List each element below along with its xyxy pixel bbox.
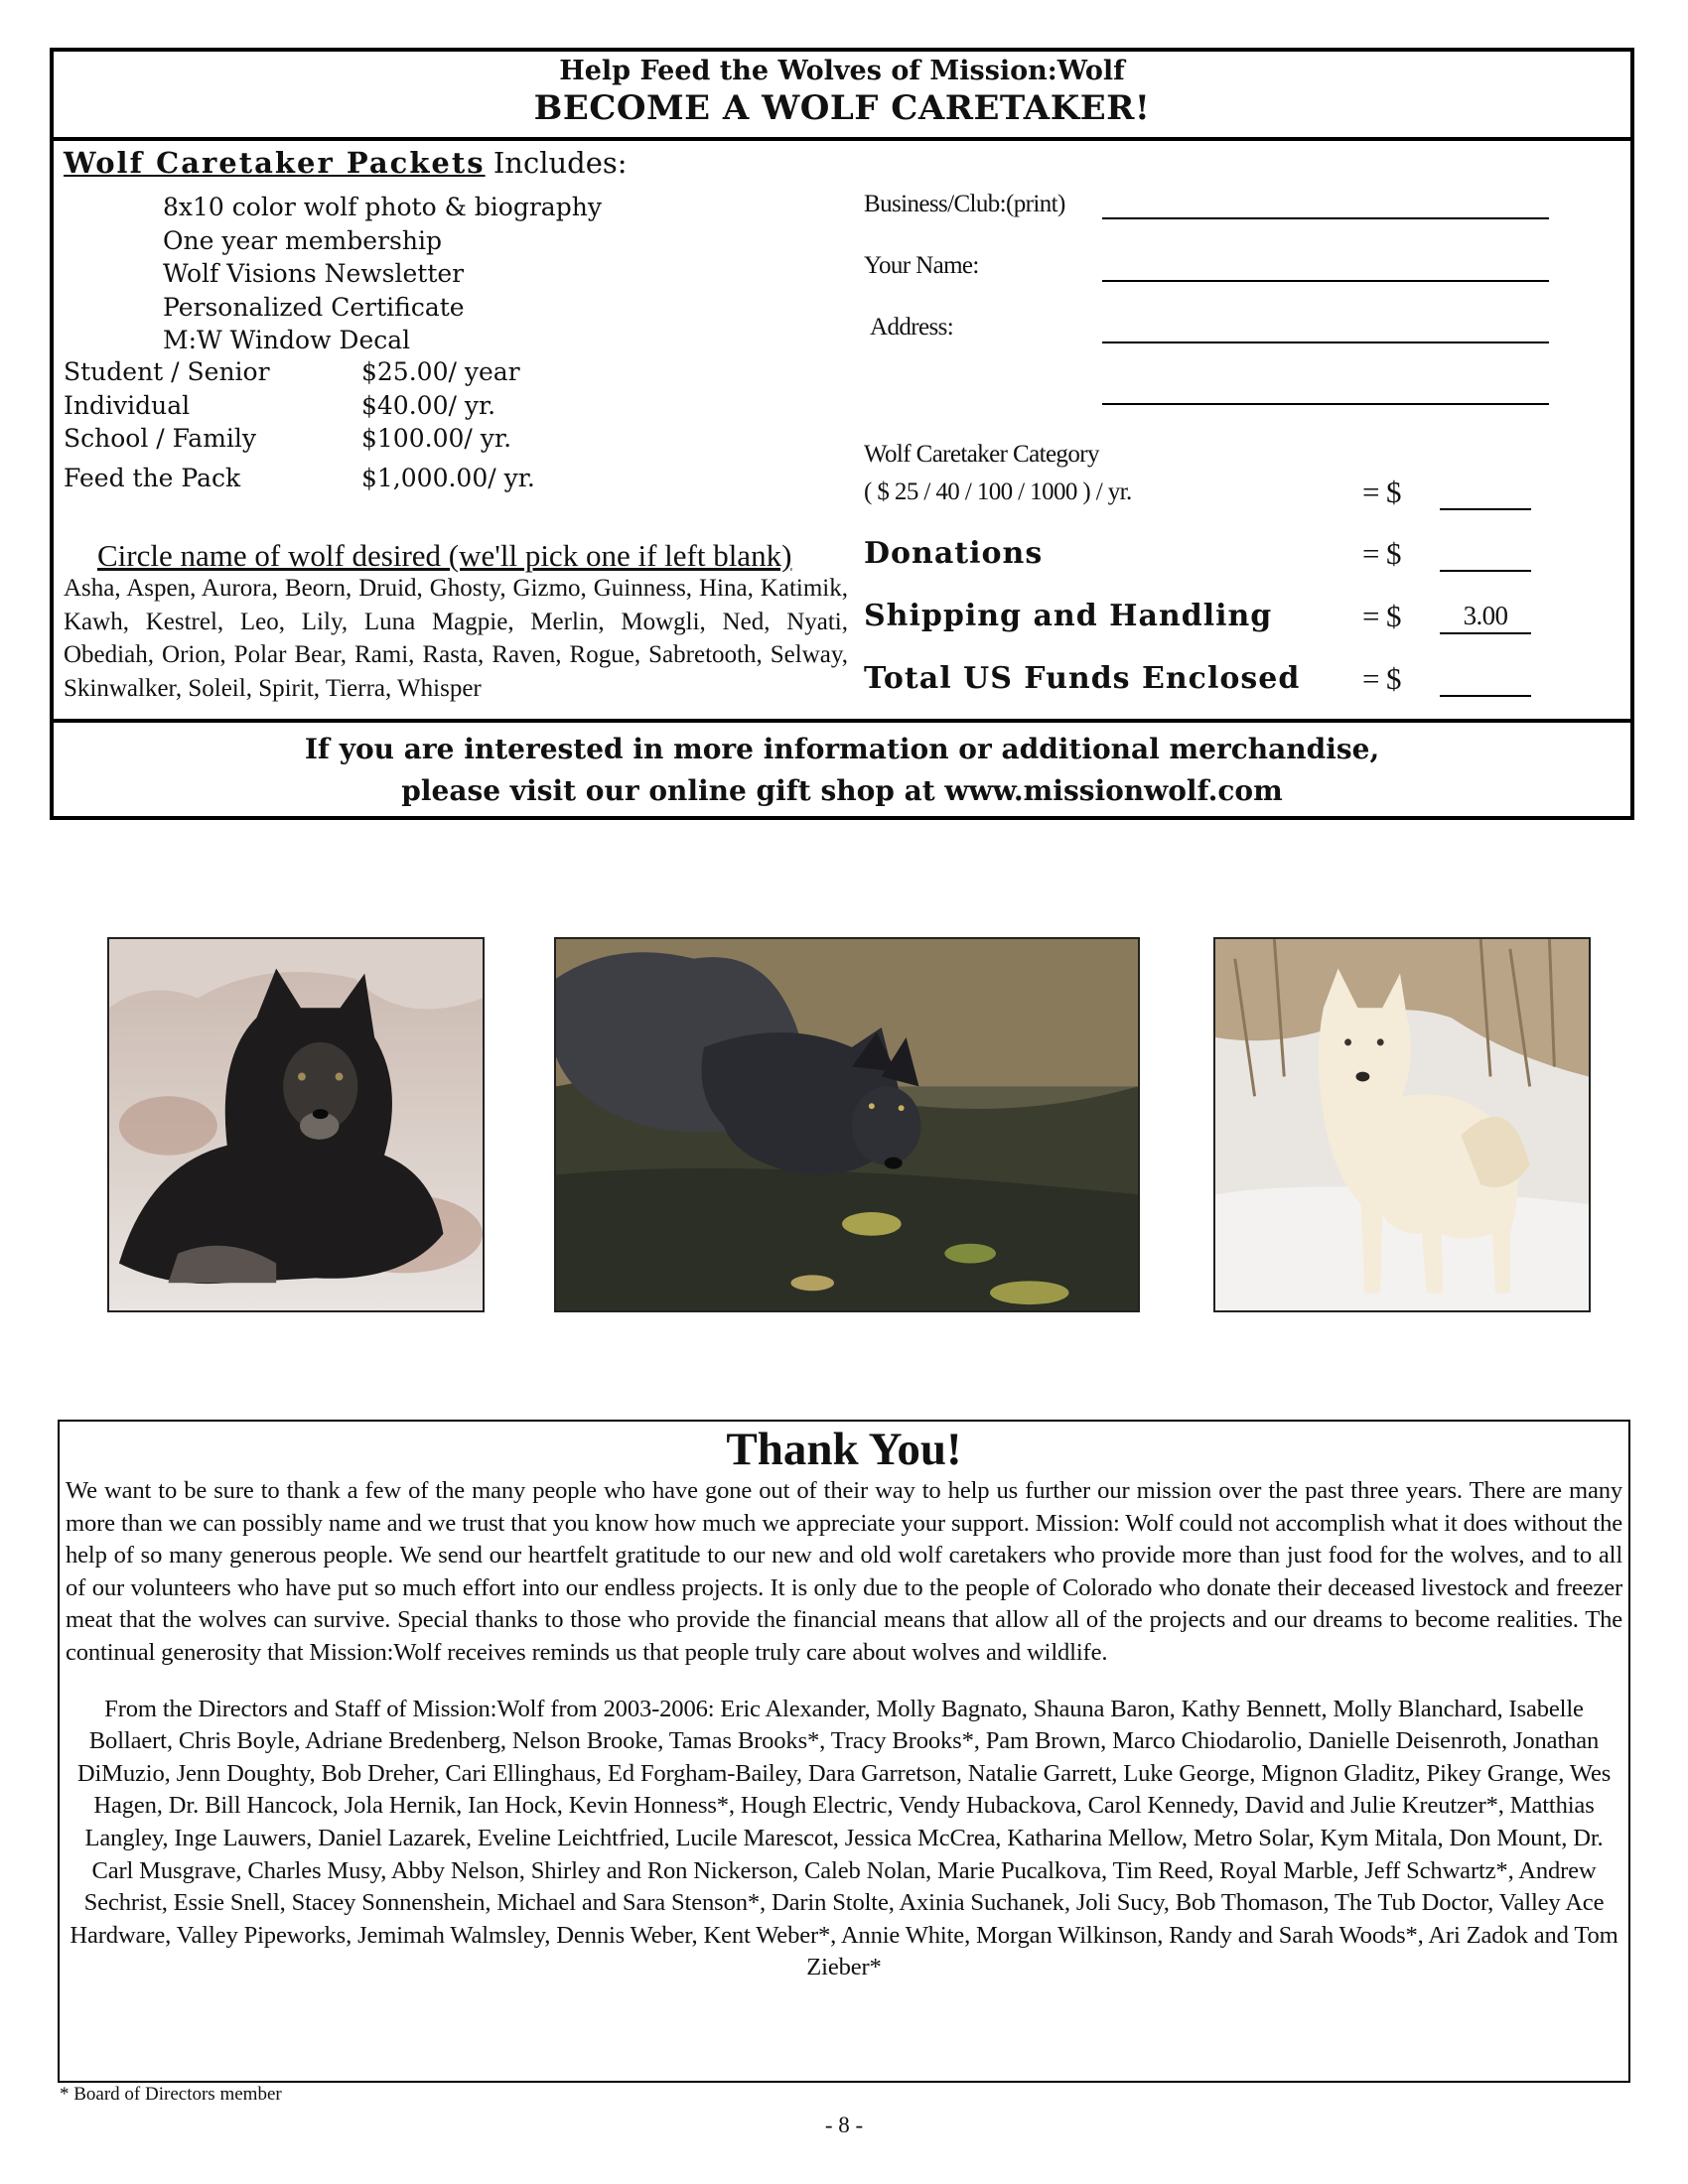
tier-name: Individual (64, 390, 191, 420)
tier-price: $25.00/ year (361, 357, 520, 386)
packet-item: Wolf Visions Newsletter (163, 259, 465, 288)
address-field[interactable] (1102, 341, 1549, 343)
footnote: * Board of Directors member (60, 2084, 282, 2105)
footer-line2: please visit our online gift shop at www.missionwolf.com (401, 774, 1283, 807)
wolf-names-list: Asha, Aspen, Aurora, Beorn, Druid, Ghosty, Gizmo, Guinness, Hina, Katimik, Kawh, Kestrel, Leo, Lily, Luna Magpie, Merlin, Mowgli, Ned, Nyati, Obediah, Orion, Polar Bear, Rami, Rasta, Raven, Rogue, Sabretooth, Selway, Skinwalker, Soleil, Spirit, Tierra, Whisper (64, 575, 848, 702)
circle-wolf-title: Circle name of wolf desired (we'll pick one if left blank) (97, 538, 792, 573)
form-footer (54, 723, 1630, 812)
page-number: - 8 - (824, 2113, 864, 2137)
packets-heading: Wolf Caretaker Packets (64, 146, 486, 180)
name-label: Your Name: (864, 252, 979, 279)
address-field-line2[interactable] (1102, 403, 1549, 405)
donations-label: Donations (864, 536, 1044, 571)
category-options: ( $ 25 / 40 / 100 / 1000 ) / yr. (864, 478, 1132, 505)
tier-price: $1,000.00/ yr. (361, 463, 535, 492)
header-line2: BECOME A WOLF CARETAKER! (533, 88, 1151, 128)
thank-you-title: Thank You! (726, 1424, 962, 1475)
caretaker-order-form (50, 48, 1634, 820)
category-label: Wolf Caretaker Category (864, 441, 1099, 468)
tier-name: Student / Senior (64, 357, 270, 386)
black-wolf-photo (107, 937, 485, 1312)
address-label: Address: (870, 314, 954, 341)
footer-line1: If you are interested in more information or additional merchandise, (304, 733, 1380, 765)
packet-item: M:W Window Decal (163, 326, 411, 354)
total-label: Total US Funds Enclosed (864, 661, 1301, 696)
category-equals: = $ (1362, 475, 1401, 509)
business-field[interactable] (1102, 217, 1549, 219)
total-equals: = $ (1362, 661, 1401, 696)
two-wolves-drinking-photo (554, 937, 1140, 1312)
packet-item: 8x10 color wolf photo & biography (163, 193, 602, 221)
total-amount-field[interactable] (1440, 661, 1531, 697)
donations-amount-field[interactable] (1440, 536, 1531, 572)
header-line1: Help Feed the Wolves of Mission:Wolf (559, 56, 1125, 86)
thank-you-credits: From the Directors and Staff of Mission:Wolf from 2003-2006: Eric Alexander, Molly Bagnato, Shauna Baron, Kathy Bennett, Molly Blanchard, Isabelle Bollaert, Chris Boyle, Adriane Bredenberg, Nelson Brooke, Tamas Brooks*, Tracy Brooks*, Pam Brown, Marco Chiodarolio, Danielle Deisenroth, Jonathan DiMuzio, Jenn Doughty, Bob Dreher, Cari Ellinghaus, Ed Forgham-Bailey, Dara Garretson, Natalie Garrett, Luke George, Mignon Gladitz, Pikey Grange, Wes Hagen, Dr. Bill Hancock, Jola Hernik, Ian Hock, Kevin Honness*, Hough Electric, Vendy Hubackova, Carol Kennedy, David and Julie Kreutzer*, Matthias Langley, Inge Lauwers, Daniel Lazarek, Eveline Leichtfried, Lucile Marescot, Jessica McCrea, Katharina Mellow, Metro Solar, Kym Mitala, Don Mount, Dr. Carl Musgrave, Charles Musy, Abby Nelson, Shirley and Ron Nickerson, Caleb Nolan, Marie Pucalkova, Tim Reed, Royal Marble, Jeff Schwartz*, Andrew Sechrist, Essie Snell, Stacey Sonnenshein, Michael and Sara Stenson*, Darin Stolte, Axinia Suchanek, Joli Sucy, Bob Thomason, The Tub Doctor, Valley Ace Hardware, Valley Pipeworks, Jemimah Walmsley, Dennis Weber, Kent Weber*, Annie White, Morgan Wilkinson, Randy and Sarah Woods*, Ari Zadok and Tom Zieber* (70, 1695, 1618, 1981)
thank-you-box (58, 1420, 1630, 2083)
packet-item: Personalized Certificate (163, 292, 465, 322)
tier-name: Feed the Pack (64, 463, 241, 492)
tier-price: $40.00/ yr. (361, 390, 496, 420)
category-amount-field[interactable] (1440, 475, 1531, 510)
name-field[interactable] (1102, 280, 1549, 282)
form-header (54, 52, 1630, 141)
tier-price: $100.00/ yr. (361, 424, 512, 453)
shipping-label: Shipping and Handling (864, 599, 1273, 633)
packets-title (64, 145, 628, 182)
tier-name: School / Family (64, 424, 257, 453)
form-body (54, 141, 1630, 723)
thank-you-paragraph: We want to be sure to thank a few of the many people who have gone out of their way to help us further our mission over the past three years. There are many more than we can possibly name and we trust that you know how much we appreciate your support. Mission: Wolf could not accomplish what it does without the help of so many generous people. We send our heartfelt gratitude to our new and old wolf caretakers who provide more than just food for the wolves, and to all of our volunteers who have put so much effort into our endless projects. It is only due to the people of Colorado who donate their deceased livestock and freezer meat that the wolves can survive. Special thanks to those who provide the financial means that allow all of the projects and our dreams to become realities. The continual generosity that Mission:Wolf receives reminds us that people truly care about wolves and wildlife. (66, 1477, 1622, 1666)
packet-items-list (163, 191, 602, 357)
order-fields (864, 141, 1618, 719)
shipping-equals: = $ (1362, 599, 1401, 633)
packet-item: One year membership (163, 225, 442, 255)
white-wolf-photo (1213, 937, 1591, 1312)
business-label: Business/Club:(print) (864, 191, 1065, 217)
packets-includes: Includes: (492, 146, 628, 180)
shipping-amount: 3.00 (1440, 599, 1531, 634)
donations-equals: = $ (1362, 536, 1401, 571)
